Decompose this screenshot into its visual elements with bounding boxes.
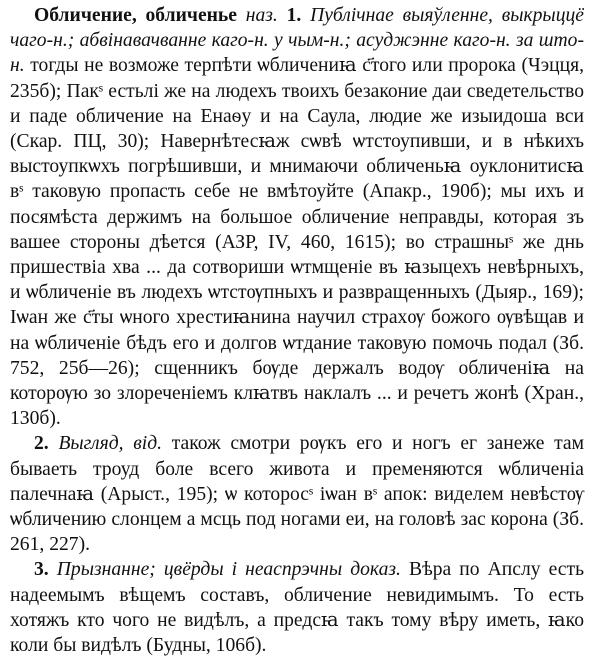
sense-gloss: Выгляд, від. [58,433,163,455]
part-of-speech: наз. [245,5,278,26]
sense-citations: тогды не возможе терпѣти ѡбличениꙗ с҃того или пророка (Чэцця, 235б); Пакˢ естьлі же на людехъ твоихъ безаконие даи сведетельство и паде обличение на Енаѳу и на Саула, людие же изыидоша вси (Скар. ПЦ, 30); Навернѣтесꙗж сѡвѣ ѡтстоупивши, и в нѣкихъ выстоупкѡхъ погрѣшивши, и мнимаючи обличеньꙗ оуклонитисꙗ вˢ таковую пропасть себе не вмѣтоуйте (Апакр., 190б); мы ихъ и посямѣста держимъ на большое обличение неправды, которая зъ вашее стороны дѣется (АЗР, IV, 460, 1615); во страшныˢ же днь пришествiа хва ... да сотвориши ѡтмщеніе въ ꙗзыцехъ невѣрныхъ, и ѡбличеніе въ людехъ ѡтстѹпныхъ и развращенныхъ (Дыяр., 169); Iѡан же с҃ты ѡного хрестиꙗнина научил страхѹ божого ѹвѣщав и на ѡбличеніе бѣдъ его и долгов ѡтдание таковую помочь подал (Зб. 752, 25б—26); сщенникъ бѹде держалъ водѹ обличеніꙗ на которѹю зо злореченіемъ клꙗтвъ наклалъ ... и речетъ жонѣ (Хран., 130б). [10,55,584,430]
entry-sense-3 [10,557,584,658]
sense-number: 1. [286,5,302,26]
entry-sense-2 [10,431,584,557]
sense-gloss: Прызнанне; цвёрды і неаспрэчны доказ. [56,559,401,581]
sense-citations: Вѣра по Апслу есть надеемымъ вѣщемъ составъ, обличение невидимымъ. То есть хотяжъ кто чого не видѣлъ, а предсꙗ такъ тому вѣру иметь, ꙗко коли бы видѣлъ (Будны, 106б). [10,559,585,657]
sense-number: 3. [34,559,49,581]
entry-sense-1 [10,3,584,431]
sense-gloss: Публічнае выяўленне, выкрыццё чаго-н.; абвінавачванне каго-н. у чым-н.; асуджэнне каго-н. за што-н. [10,5,584,77]
headword: Обличение, обличенье [34,5,237,26]
sense-citations: також смотри рѹкъ его и ногъ ег занеже там бываеть троуд боле всего живота и пременяются ѡбличеніа палечнаꙗ (Арыст., 195); ѡ которосˢ iѡан вˢ апок: виделем невѣстѹ ѡбличению слонцем а мсць под ногами еи, на головѣ зас корона (Зб. 261, 227). [10,433,585,556]
sense-number: 2. [34,433,49,455]
